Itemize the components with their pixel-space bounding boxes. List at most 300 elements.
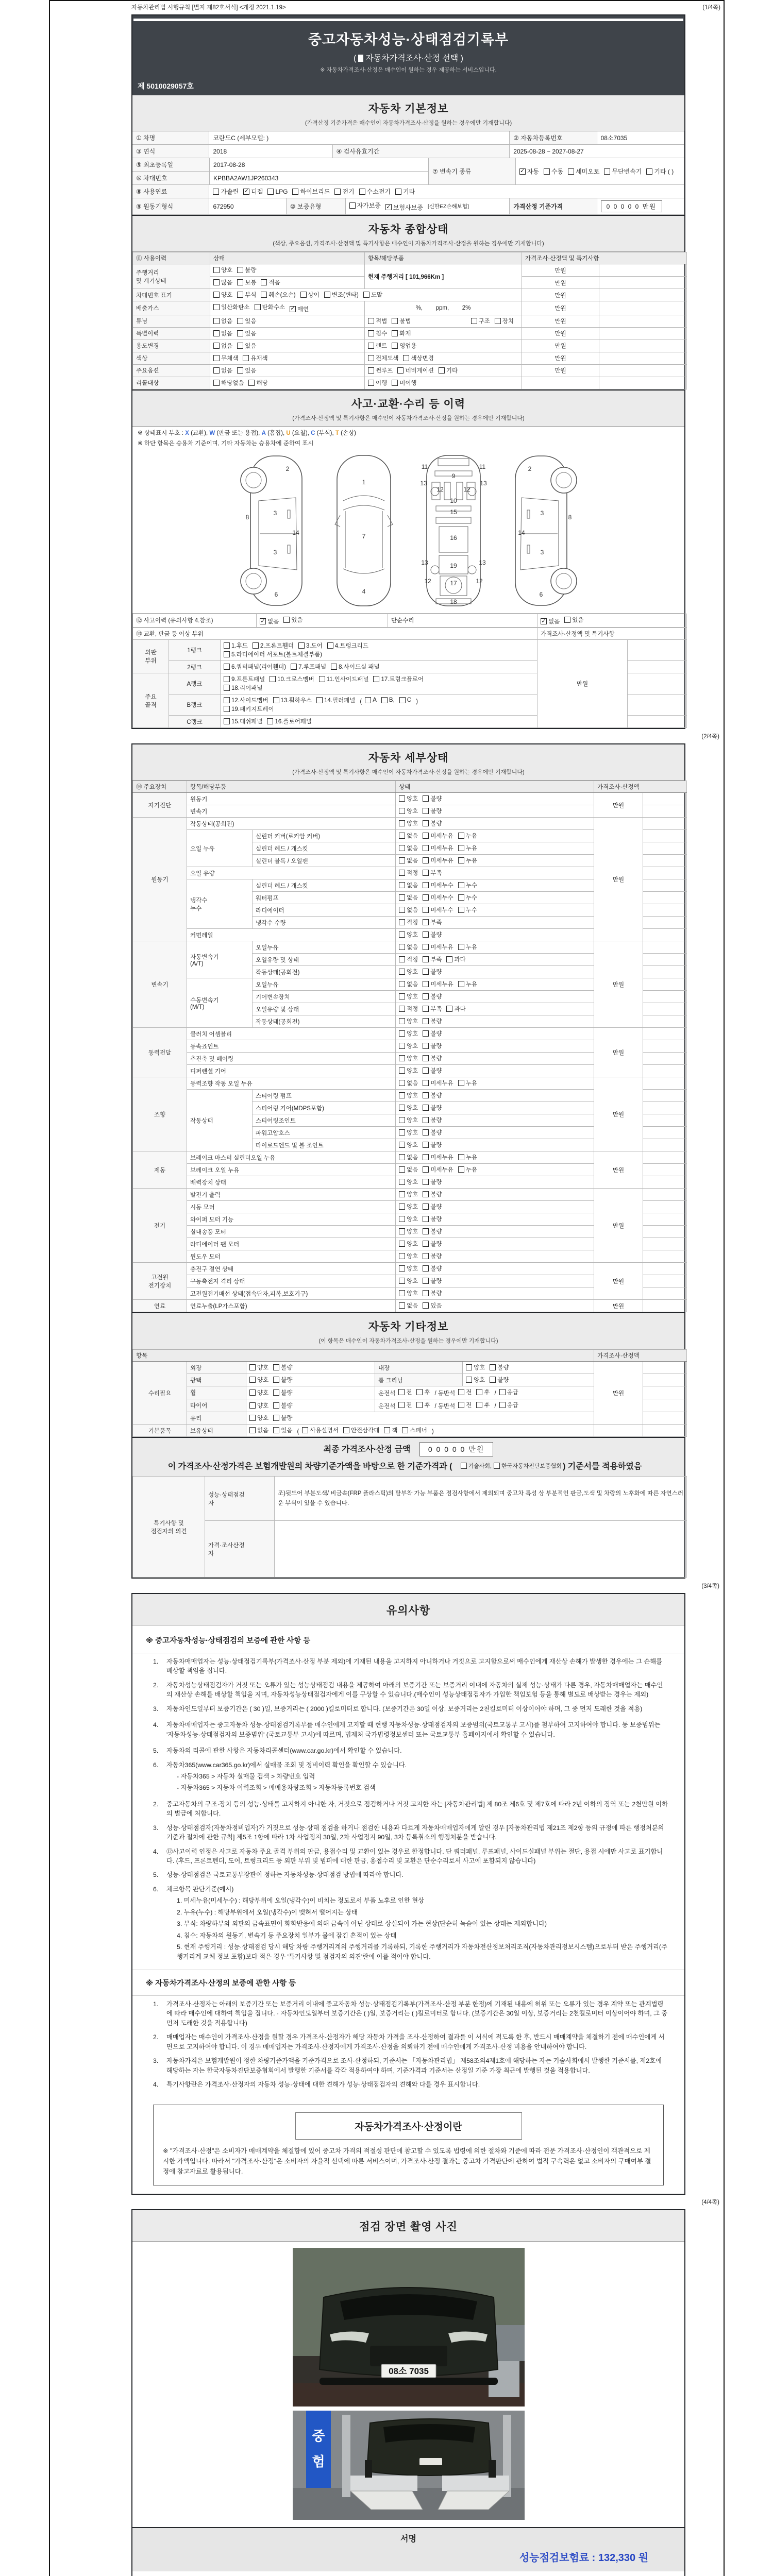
- repair-needed-label: 수리필요: [133, 1362, 187, 1425]
- checkbox-label: 누유: [465, 845, 477, 852]
- detail-state-options: [396, 904, 594, 917]
- detail-status-title: 자동차 세부상태: [368, 752, 449, 764]
- checkbox-불량: [423, 1215, 442, 1223]
- checkbox-label: 자동: [527, 168, 539, 175]
- device-group-label: 동력전달: [133, 1028, 187, 1077]
- unchecked-checkbox-icon: [249, 1377, 256, 1383]
- col-usage: ⑪ 사용이력: [133, 252, 210, 264]
- unchecked-checkbox-icon: [423, 870, 429, 876]
- checkbox-label: 8.사이드실 패널: [339, 664, 380, 670]
- checkbox-미이행: [392, 379, 416, 387]
- checkbox-18.리어패널: [224, 684, 262, 692]
- detail-item-label: 실린더 헤드 / 개스킷: [253, 879, 396, 892]
- engine-type-label: ⑨ 원동기형식: [132, 198, 209, 215]
- checkbox-잭: [384, 1426, 397, 1434]
- checkbox-label: 불량: [430, 932, 442, 938]
- checkbox-전체도색: [368, 354, 398, 362]
- diagram-part-number-15: 15: [449, 508, 457, 516]
- checkbox-label: 수동: [551, 168, 564, 175]
- checkbox-수소전기: [359, 187, 391, 196]
- diagram-part-number-6: 6: [274, 590, 278, 598]
- unchecked-checkbox-icon: [213, 304, 220, 310]
- checkbox-label: 불량: [430, 821, 442, 827]
- checkbox-label: 없음: [221, 343, 233, 349]
- checkbox-불량: [423, 1190, 442, 1198]
- repair-note-5: [643, 1412, 687, 1425]
- checkbox-label: 미세누유: [430, 944, 453, 951]
- diagram-part-number-12: 12: [436, 485, 444, 493]
- detail-item-label: 작동상태(공회전): [187, 818, 396, 830]
- unchecked-checkbox-icon: [423, 1006, 429, 1012]
- unchecked-checkbox-icon: [224, 642, 230, 649]
- unchecked-checkbox-icon: [423, 1191, 429, 1197]
- emission-options: [210, 301, 365, 315]
- unchecked-checkbox-icon: [458, 944, 464, 950]
- checkbox-label: C: [407, 697, 412, 703]
- transmission-options: [516, 158, 684, 185]
- basic-items-options: [246, 1425, 594, 1437]
- detail-item-label: 실내송풍 모터: [187, 1226, 396, 1238]
- unchecked-checkbox-icon: [368, 330, 374, 336]
- unchecked-checkbox-icon: [273, 1402, 279, 1409]
- checkbox-탄화수소: [255, 303, 285, 311]
- device-subgroup-label: 오일 누유: [187, 830, 253, 867]
- notice-item-number: 6.: [153, 1761, 159, 1769]
- document-title: 중고자동차성능·상태점검기록부: [308, 32, 509, 47]
- inline-text: 운전석: [378, 1391, 396, 1397]
- filled-square-icon: [358, 55, 363, 62]
- checkbox-label: 미세누유: [430, 1167, 453, 1173]
- checkbox-불량: [423, 1141, 442, 1149]
- checkbox-16.플로어패널: [267, 717, 312, 725]
- mileage-amount-options: [210, 277, 365, 289]
- detail-item-label: 커먼레일: [187, 929, 396, 941]
- detail-item-label: 와이퍼 모터 기능: [187, 1213, 396, 1226]
- unchecked-checkbox-icon: [423, 1092, 429, 1098]
- base-price-box: 0 0 0 0 0 만원: [601, 200, 662, 212]
- outer-panel-label: 외판 부위: [133, 640, 169, 673]
- price-survey-box: [153, 2105, 664, 2185]
- unchecked-checkbox-icon: [273, 1364, 279, 1370]
- unchecked-checkbox-icon: [399, 1191, 405, 1197]
- checkbox-누유: [458, 1079, 477, 1087]
- unchecked-checkbox-icon: [237, 367, 243, 374]
- notices-title: 유의사항: [386, 1605, 431, 1617]
- unchecked-checkbox-icon: [416, 1389, 423, 1395]
- checkbox-label: 기타: [446, 367, 458, 374]
- rankC-note: [628, 716, 687, 728]
- checkbox-누유: [458, 1153, 477, 1161]
- unchecked-checkbox-icon: [458, 833, 464, 839]
- detail-row: [133, 1077, 687, 1090]
- checkbox-label: 가솔린: [221, 188, 239, 195]
- repair-price-unit: 만원: [594, 1362, 643, 1425]
- checkbox-응급: [499, 1388, 518, 1396]
- usage-change-options: [210, 340, 365, 352]
- unchecked-checkbox-icon: [399, 1030, 405, 1037]
- diagram-part-number-4: 4: [362, 587, 365, 595]
- checkbox-네비게이션: [397, 366, 434, 375]
- checkbox-색상변경: [403, 354, 433, 362]
- svg-text:08소 7035: 08소 7035: [388, 2366, 429, 2377]
- checkbox-label: 후: [484, 1402, 490, 1409]
- checkbox-기타: [439, 366, 458, 375]
- notice-item-number: 5.: [153, 1747, 159, 1755]
- checkbox-양호: [249, 1401, 268, 1410]
- checkbox-label: 하이브리드: [300, 188, 330, 195]
- inline-text: (: [360, 699, 362, 705]
- detail-state-options: [396, 1102, 594, 1114]
- notice-item: [132, 1881, 684, 1895]
- checkbox-응급: [499, 1401, 518, 1409]
- checkbox-없음: [399, 1165, 418, 1174]
- checkbox-양호: [399, 819, 418, 827]
- checkbox-label: 전기: [342, 188, 355, 195]
- detail-state-options: [396, 1189, 594, 1201]
- detail-item-label: 라디에이터: [253, 904, 396, 917]
- checkbox-label: 응급: [507, 1402, 518, 1409]
- glass-options: [246, 1412, 594, 1425]
- detail-price-unit: 만원: [594, 1189, 643, 1263]
- page-indicator-4: (4/4쪽): [701, 2199, 719, 2206]
- scan-edge-right: [724, 0, 725, 2576]
- checkbox-label: 전: [406, 1389, 412, 1396]
- device-group-label: 전기: [133, 1189, 187, 1263]
- detail-state-options: [396, 1250, 594, 1263]
- unchecked-checkbox-icon: [399, 1253, 405, 1259]
- unchecked-checkbox-icon: [423, 907, 429, 913]
- detail-state-options: [396, 1226, 594, 1238]
- checkbox-label: 불량: [281, 1377, 293, 1383]
- detail-item-label: 브레이크 오일 누유: [187, 1164, 396, 1176]
- checkbox-label: 불량: [430, 1056, 442, 1062]
- detail-item-label: 오일누유: [253, 978, 396, 991]
- checkbox-label: 18.리어패널: [231, 685, 263, 691]
- checkbox-4.트렁크리드: [327, 641, 368, 650]
- state-code-legend: [132, 427, 684, 439]
- device-subgroup-label: 자동변속기 (A/T): [187, 941, 253, 978]
- regulation-line: [131, 2, 721, 14]
- unchecked-checkbox-icon: [368, 343, 374, 349]
- checkbox-label: 불량: [430, 1130, 442, 1136]
- unchecked-checkbox-icon: [283, 617, 290, 623]
- unchecked-checkbox-icon: [249, 1389, 256, 1396]
- checkbox-label: 없음: [407, 895, 418, 901]
- checkbox-보통: [237, 278, 256, 286]
- checkbox-불량: [423, 1042, 442, 1050]
- interior-options: [463, 1362, 594, 1374]
- accident-header: [132, 389, 684, 427]
- device-group-label: 조향: [133, 1077, 187, 1151]
- detail-note-cell: [643, 1102, 687, 1114]
- unchecked-checkbox-icon: [423, 882, 429, 888]
- checkbox-label: 불량: [430, 969, 442, 975]
- unchecked-checkbox-icon: [399, 1006, 405, 1012]
- checkbox-불법: [392, 317, 411, 325]
- reg-no-label: ② 자동차등록번호: [510, 131, 597, 145]
- valid-value: 2025-08-28 ~ 2027-08-27: [510, 145, 684, 158]
- final-price-strip: [132, 1437, 684, 1476]
- checkbox-양호: [399, 1264, 418, 1273]
- unchecked-checkbox-icon: [399, 882, 405, 888]
- unchecked-checkbox-icon: [224, 718, 230, 724]
- svg-text:중: 중: [311, 2428, 325, 2444]
- unchecked-checkbox-icon: [243, 355, 249, 361]
- checkbox-label: 양호: [407, 1216, 418, 1223]
- checkbox-label: 기타: [403, 188, 415, 195]
- detail-note-cell: [643, 1053, 687, 1065]
- checkbox-label: 있음: [245, 367, 257, 374]
- document-header: [132, 15, 684, 95]
- unchecked-checkbox-icon: [399, 907, 405, 913]
- mileage-current: 현재 주행거리 [ 101,966Km ]: [365, 264, 522, 289]
- checkbox-11.인사이드패널: [319, 675, 369, 683]
- checkbox-3.도어: [298, 641, 323, 650]
- unchecked-checkbox-icon: [381, 697, 388, 703]
- unchecked-checkbox-icon: [423, 1105, 429, 1111]
- checkbox-있음: [283, 616, 303, 624]
- notice-item: [132, 1843, 684, 1867]
- unchecked-checkbox-icon: [213, 292, 220, 298]
- detail-item-label: 디퍼렌셜 기어: [187, 1065, 396, 1077]
- checkbox-미세누유: [423, 1165, 453, 1174]
- valid-label: ④ 검사유효기간: [333, 145, 510, 158]
- checkbox-8.사이드실 패널: [331, 663, 379, 671]
- notice-item: [132, 1796, 684, 1820]
- detail-state-options: [396, 842, 594, 855]
- checkbox-label: B,: [389, 697, 395, 703]
- unchecked-checkbox-icon: [399, 857, 405, 863]
- checkbox-label: 미세누수: [430, 883, 453, 889]
- unchecked-checkbox-icon: [399, 1179, 405, 1185]
- unchecked-checkbox-icon: [270, 676, 276, 682]
- col-price-full: 가격조사·산정액 및 특기사항: [522, 252, 687, 264]
- rankA-items: [221, 673, 537, 694]
- legend-code-label: (교환),: [189, 430, 210, 436]
- checkbox-하이브리드: [292, 187, 330, 196]
- detail-item-label: 오일누유: [253, 941, 396, 954]
- checkbox-없음: [541, 617, 560, 625]
- checkbox-label: 미세누유: [430, 833, 453, 839]
- recall-note: [599, 377, 687, 389]
- detail-state-options: [396, 1263, 594, 1275]
- checkbox-label: 사용설명서: [310, 1428, 339, 1434]
- detail-item-label: 발전기 출력: [187, 1189, 396, 1201]
- detail-note-cell: [643, 1003, 687, 1015]
- unchecked-checkbox-icon: [331, 664, 337, 670]
- notice-section-heading: ※ 중고자동차성능·상태점검의 보증에 관한 사항 등: [132, 1628, 684, 1653]
- checkbox-불량: [423, 1091, 442, 1099]
- checkbox-label: 양호: [407, 1043, 418, 1049]
- detail-state-options: [396, 978, 594, 991]
- checkbox-불량: [423, 1252, 442, 1260]
- checkbox-label: 양호: [407, 994, 418, 1000]
- unchecked-checkbox-icon: [423, 1228, 429, 1234]
- glass-label: 유리: [187, 1412, 246, 1425]
- unchecked-checkbox-icon: [423, 894, 429, 901]
- detail-row: [133, 1300, 687, 1312]
- exchange-label: ⑬ 교환, 판금 등 이상 부위: [133, 628, 537, 640]
- checkbox-없음: [399, 980, 418, 988]
- checkbox-label: 과다: [454, 1006, 466, 1012]
- checkbox-label: 2.프론트휀더: [260, 643, 294, 649]
- checkbox-label: 누수: [465, 895, 477, 901]
- unchecked-checkbox-icon: [399, 1290, 405, 1296]
- unchecked-checkbox-icon: [446, 956, 452, 962]
- checkbox-label: 없음: [221, 318, 233, 325]
- unchecked-checkbox-icon: [399, 1204, 405, 1210]
- detail-note-cell: [643, 1213, 687, 1226]
- checkbox-label: 전체도색: [376, 355, 399, 362]
- unchecked-checkbox-icon: [423, 1290, 429, 1296]
- unchecked-checkbox-icon: [399, 1067, 405, 1074]
- overall-status-header: [132, 215, 684, 252]
- detail-state-options: [396, 1090, 594, 1102]
- checkbox-label: 누유: [465, 981, 477, 988]
- checkbox-불량: [423, 1054, 442, 1062]
- diagram-part-number-3: 3: [273, 548, 277, 556]
- diagram-part-number-12: 12: [424, 577, 431, 585]
- emission-price-unit: 만원: [522, 301, 599, 315]
- checkbox-디젤: [243, 187, 263, 196]
- unchecked-checkbox-icon: [397, 367, 404, 374]
- checkbox-있음: [273, 1426, 292, 1434]
- engine-type-value: 672950: [209, 198, 286, 215]
- notice-sub-item: 1. 미세누유(미세누수) : 해당부위에 오일(냉각수)이 비치는 정도로서 부품 노후로 인한 현상: [177, 1897, 424, 1905]
- reg-no-value: 08소7035: [597, 131, 684, 145]
- unchecked-checkbox-icon: [384, 1427, 390, 1433]
- unchecked-checkbox-icon: [399, 956, 405, 962]
- checkbox-label: 미세누유: [430, 845, 453, 852]
- notice-item-text: 자동차의 리콜에 관한 사항은 자동차리콜센터(www.car.go.kr)에서 확인할 수 있습니다.: [166, 1747, 402, 1755]
- unchecked-checkbox-icon: [439, 367, 445, 374]
- notice-item-text: 특기사항란은 가격조사·산정자의 자동차 성능·상태에 대한 견해가 성능·상태점검자의 견해와 다를 경우 표시합니다.: [166, 2081, 480, 2088]
- checkbox-자가보증: [349, 201, 381, 210]
- checkbox-label: 미세누유: [430, 1080, 453, 1087]
- detail-item-label: 오일 유량: [187, 867, 396, 879]
- notice-item-text: 자동차성능상태점검자가 거짓 또는 오류가 있는 성능상태점검 내용을 제공하여 아래의 보증기간 또는 보증거리 이내에 자동차의 실제 성능·상태가 다른 경우, 자동차매매업자는 매수인의 재산상 손해를 배상할 책임을 지며, 자동차성능상태점검자에게 이를 구상할 수 있습니다.(매수인이 성능상태점검자가 가입한 책임보험 등을 통해 별도로 배상받는 경우는 제외): [166, 1681, 663, 1699]
- checkbox-label: 부족: [430, 920, 442, 926]
- inline-text: /: [494, 1391, 496, 1397]
- detail-status-table: [132, 781, 687, 1312]
- checkbox-label: 적정: [407, 1006, 418, 1012]
- checkbox-label: 누수: [465, 907, 477, 913]
- tuning-detail: [365, 315, 522, 327]
- notice-item-text: 자동차365(www.car365.go.kr)에서 실매물 조회 및 정비이력 확인을 확인할 수 있습니다.: [166, 1761, 407, 1769]
- checkbox-label: 있음: [430, 1303, 442, 1309]
- checkbox-누수: [458, 893, 477, 902]
- subtitle-open: (: [354, 54, 357, 63]
- checkbox-label: 도말: [371, 292, 383, 298]
- detail-item-label: 동력조향 작동 오일 누유: [187, 1077, 396, 1090]
- detail-state-options: [396, 1028, 594, 1040]
- unchecked-checkbox-icon: [213, 380, 220, 386]
- checkbox-label: 양호: [407, 1105, 418, 1111]
- legend-code-label: (부식),: [315, 430, 335, 436]
- checkbox-많음: [213, 278, 232, 286]
- checkbox-무채색: [213, 354, 238, 362]
- detail-note-cell: [643, 1189, 687, 1201]
- checkbox-LPG: [267, 188, 288, 195]
- unchecked-checkbox-icon: [495, 318, 501, 324]
- unchecked-checkbox-icon: [334, 189, 341, 195]
- checkbox-미세누수: [423, 906, 453, 914]
- checkbox-label: 자가보증: [357, 202, 381, 210]
- checkbox-label: 13.휠하우스: [280, 698, 312, 704]
- checkbox-label: 후: [424, 1389, 430, 1396]
- unchecked-checkbox-icon: [399, 1080, 405, 1086]
- detail-item-label: 기어변속장치: [253, 991, 396, 1003]
- diagram-part-number-18: 18: [449, 598, 457, 605]
- accident-title: 사고·교환·수리 등 이력: [351, 398, 466, 410]
- emission-values: %, ppm, 2%: [365, 301, 522, 315]
- basic-info-title: 자동차 기본정보: [368, 103, 449, 115]
- notice-item-number: 3.: [153, 2057, 159, 2065]
- overall-status-table: [132, 252, 687, 389]
- checkbox-label: 훼손(오손): [268, 292, 296, 298]
- notice-item: [132, 1677, 684, 1701]
- checkbox-적정: [399, 955, 418, 963]
- detail-note-cell: [643, 1263, 687, 1275]
- detail-note-cell: [643, 879, 687, 892]
- checkbox-전: [458, 1401, 472, 1409]
- checkbox-label: 누유: [465, 858, 477, 864]
- checkbox-label: 적법: [376, 318, 388, 325]
- checkbox-label: 있음: [572, 617, 584, 623]
- notice-item: [132, 2076, 684, 2090]
- unchecked-checkbox-icon: [302, 1427, 308, 1433]
- checkbox-label: 한국자동차진단보증협회: [501, 1463, 562, 1469]
- checkbox-label: 없음: [257, 1428, 269, 1434]
- checkbox-양호: [399, 1141, 418, 1149]
- checkbox-label: 무단변속기: [612, 168, 642, 175]
- checkbox-없음: [399, 893, 418, 902]
- notice-item-text: 자동차매매업자는 중고자동차 성능·상태점검기록부를 매수인에게 고지할 때 현행 자동차성능·상태점검자의 보증범위(국토교통부 고시)를 첨부하여 고지하여야 합니다. 동 보증범위는 '자동차성능·상태점검자의 보증범위' (국토교통부 고시)에 따르며, 법제처 국가법령정보센터 또는 국토교통부 홈페이지에서 확인할 수 있습니다.: [166, 1721, 661, 1738]
- checkbox-label: 12.사이드멤버: [231, 698, 268, 704]
- room-cleaning-label: 룸 크리닝: [375, 1374, 463, 1386]
- checkbox-없음: [213, 342, 232, 350]
- detail-item-label: 충전구 절연 상태: [187, 1263, 396, 1275]
- notice-item-number: 2.: [153, 1681, 159, 1689]
- checkbox-label: 양호: [407, 1130, 418, 1136]
- final-price-value: 0 0 0 0 0 만원: [419, 1442, 493, 1456]
- checkbox-label: 불량: [430, 1142, 442, 1148]
- warranty-label: ⑩ 보증유형: [287, 198, 346, 215]
- inspector-opinion: 조)뒷도어 부분도색/ 비금속(FRP 플라스틱)의 탈부착 가능 부품은 점검사항에서 제외되며 중고차 특성 상 부분적인 판금,도색 및 차량의 노후화에 따른 자연스러운 부식이 있을 수 있습니다.: [275, 1477, 687, 1521]
- unchecked-checkbox-icon: [423, 919, 429, 925]
- unchecked-checkbox-icon: [423, 1142, 429, 1148]
- checkbox-label: 유채색: [250, 355, 268, 362]
- special-notes-label: 특기사항 및 점검자의 의견: [133, 1477, 205, 1578]
- detail-note-cell: [643, 1077, 687, 1090]
- checkbox-label: 일산화탄소: [221, 304, 250, 311]
- checkbox-불량: [423, 1202, 442, 1211]
- checkbox-미세누유: [423, 943, 453, 951]
- unchecked-checkbox-icon: [458, 981, 464, 987]
- unchecked-checkbox-icon: [423, 1166, 429, 1173]
- unchecked-checkbox-icon: [499, 1389, 506, 1395]
- unchecked-checkbox-icon: [298, 642, 305, 649]
- recall-target-options: [210, 377, 365, 389]
- checkbox-label: 양호: [407, 808, 418, 815]
- inline-text: 이 가격조사·산정가격은 보험개발원의 차량기준가액을 바탕으로 한 기준가격과 (: [167, 1462, 452, 1471]
- unchecked-checkbox-icon: [423, 1154, 429, 1160]
- checkbox-양호: [466, 1363, 485, 1371]
- legend-code-U: U: [286, 430, 291, 436]
- overall-status-title: 자동차 종합상태: [368, 224, 449, 235]
- detail-state-options: [396, 1015, 594, 1028]
- checkbox-없음: [399, 1301, 418, 1310]
